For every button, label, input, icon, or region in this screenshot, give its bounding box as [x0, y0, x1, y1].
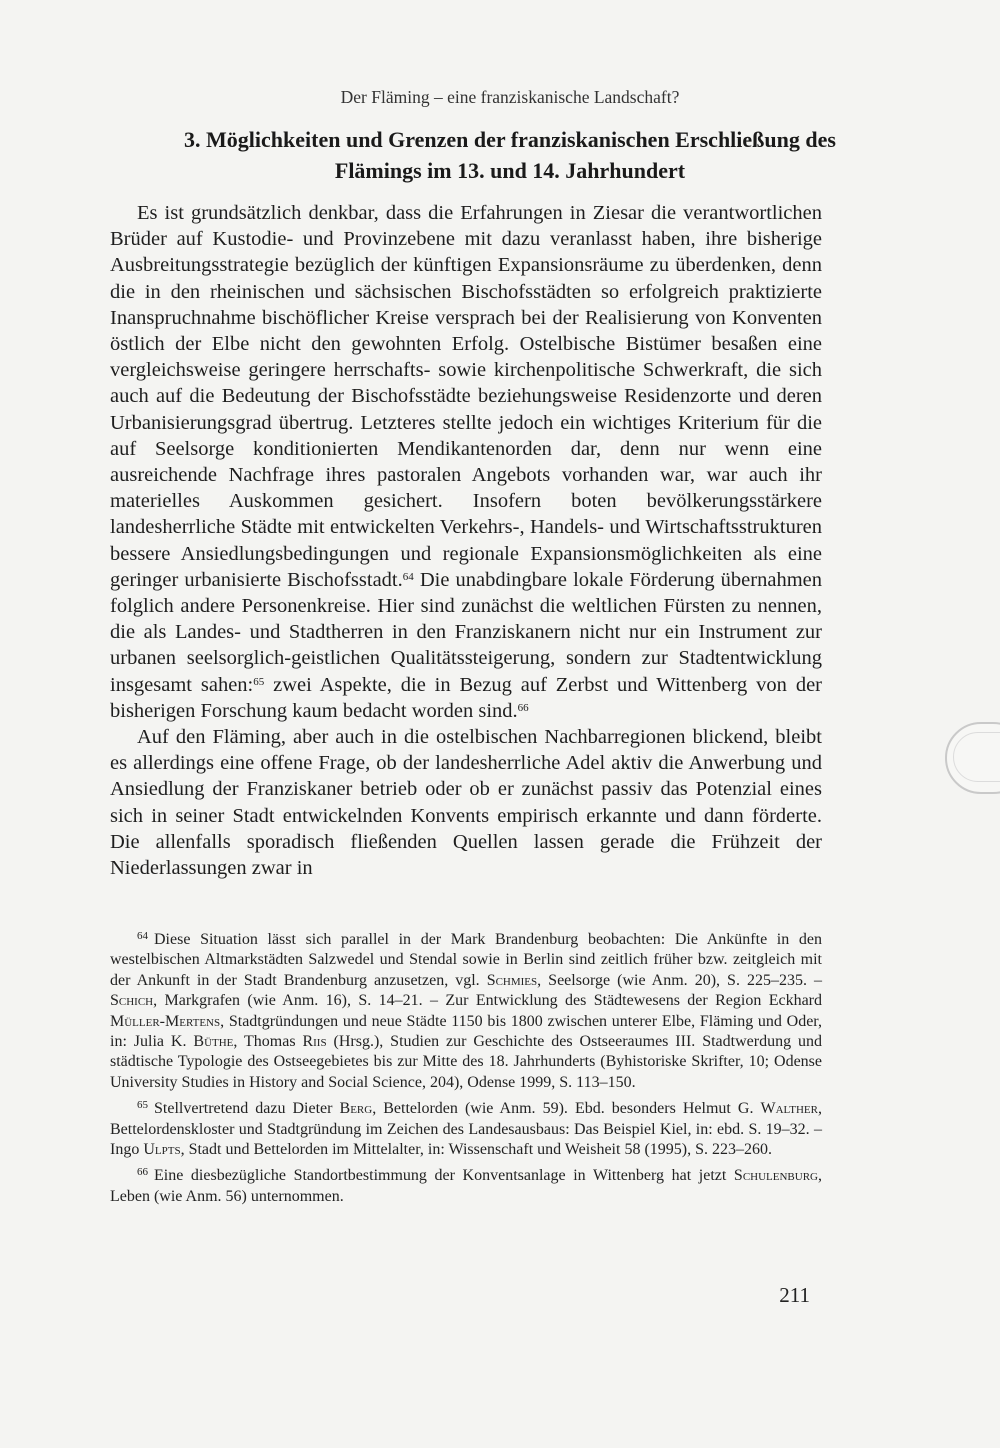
footnote-text: , Leben (wie Anm. 56) unternommen. [110, 1167, 822, 1205]
author-name: Berg [339, 1100, 373, 1118]
paragraph-1-part-c: zwei Aspekte, die in Bezug auf Zerbst und Wittenberg von der bisherigen Forschung kaum bedacht worden sind. [110, 673, 822, 722]
paragraph-1-part-a: Es ist grundsätzlich denkbar, dass die Erfahrungen in Ziesar die verantwortlichen Brüder auf Kustodie- und Provinzebene mit dazu veranlasst haben, ihre bisherige Ausbreitungsstrategie bezüglich der künftigen Expansionsräume zu überdenken, denn die in den rheinischen und sächsischen Bischofsstädten so erfolgreich praktizierte Inanspruchnahme bischöflicher Kreise versprach bei der Realisierung von Konventen östlich der Elbe nicht den gewohnten Erfolg. Ostelbische Bistümer besaßen eine vergleichsweise geringere herrschafts- sowie kirchenpolitische Schwerkraft, die sich auch auf die Bedeutung der Bischofsstädte beziehungsweise Residenzorte und deren Urbanisierungsgrad übertrug. Letzteres stellte jedoch ein wichtiges Kriterium für die auf Seelsorge konditionierten Mendikantenorden dar, denn nur wenn eine ausreichende Nachfrage ihres pastoralen Angebots vorhanden war, war auch ihr materielles Auskommen gesichert. Insofern boten bevölkerungsstärkere landesherrliche Städte mit entwickelten Verkehrs-, Handels- und Wirtschaftsstrukturen bessere Ansiedlungsbedingungen und regionale Expansionsmöglichkeiten als eine geringer urbanisierte Bischofsstadt. [110, 202, 822, 591]
paragraph-2: Auf den Fläming, aber auch in die ostelbischen Nachbarregionen blickend, bleibt es allerdings eine offene Frage, ob der landesherrliche Adel aktiv die Anwerbung und Ansiedlung der Franziskaner betrieb oder ob er zunächst passiv das Potenzial eines sich in seiner Stadt entwickelnden Konvents empirisch erkannte und dann förderte. Die allenfalls sporadisch fließenden Quellen lassen gerade die Frühzeit der Niederlassungen zwar in [110, 726, 822, 880]
footnote-number: 66 [137, 1166, 148, 1179]
body-text [110, 200, 822, 881]
section-heading [110, 124, 910, 186]
section-heading-line-1: 3. Möglichkeiten und Grenzen der franziskanischen Erschließung des [184, 127, 836, 152]
footnote-65 [110, 1099, 822, 1160]
author-name: Ulpts [143, 1141, 181, 1159]
footnote-text: , Bettelorden (wie Anm. 59). Ebd. besonders Helmut G. [372, 1100, 761, 1118]
footnote-text: , Markgrafen (wie Anm. 16), S. 14–21. – Zur Entwicklung des Städtewesens der Region Eckhard [153, 992, 822, 1010]
footnote-66 [110, 1166, 822, 1207]
author-name: Riis [302, 1033, 327, 1051]
page-number: 211 [779, 1283, 810, 1307]
author-name: Schich [110, 992, 154, 1010]
footnote-number: 65 [137, 1099, 148, 1112]
footnote-64 [110, 930, 822, 1093]
author-name: Schulenburg [733, 1167, 818, 1185]
paragraph-1-part-b: Die unabdingbare lokale Förderung übernahmen folglich andere Personenkreise. Hier sind zunächst die weltlichen Fürsten zu nennen, die als Landes- und Stadtherren in den Franziskanern nicht nur ein Instrument zur urbanen seelsorglich-geistlichen Qualitätssteigerung, sondern zur Stadtentwicklung insgesamt sahen: [110, 568, 823, 696]
footnotes [110, 930, 822, 1213]
footnote-text: , Bettelordenskloster und Stadtgründung im Zeichen des Landesausbaus: Das Beispiel Kiel, in: ebd. S. 19–32. – Ingo [110, 1100, 822, 1159]
footnote-text: , Thomas [233, 1033, 303, 1051]
author-name: Schmies [486, 971, 538, 989]
author-name: Walther [760, 1100, 818, 1118]
paper-clip-mark-inner [953, 732, 1000, 782]
footnote-text: (Hrsg.), Studien zur Geschichte des Ostseeraumes III. Stadtwerdung und städtische Typologie des Ostseegebietes bis zur Mitte des 18. Jahrhunderts (Byhistoriske Skrifter, 10; Odense University Studies in History and Social Science, 204), Odense 1999, S. 113–150. [110, 1033, 822, 1091]
footnote-text: , Stadt und Bettelorden im Mittelalter, in: Wissenschaft und Weisheit 58 (1995), S. 223–260. [180, 1141, 772, 1159]
paragraph-1 [110, 200, 822, 724]
footnote-text: Stellvertretend dazu Dieter [154, 1100, 340, 1118]
footnote-ref-66: 66 [517, 701, 529, 714]
footnote-number: 64 [137, 930, 148, 942]
footnote-text: Eine diesbezügliche Standortbestimmung der Konventsanlage in Wittenberg hat jetzt [154, 1167, 734, 1185]
footnote-text: , Seelsorge (wie Anm. 20), S. 225–235. – [537, 971, 822, 989]
footnote-text: , Stadtgründungen und neue Städte 1150 bis 1800 zwischen unterer Elbe, Fläming und Oder, in: Julia K. [110, 1012, 822, 1051]
author-name: Müller-Mertens [110, 1012, 221, 1030]
section-heading-line-2: Flämings im 13. und 14. Jahrhundert [334, 158, 686, 183]
author-name: Büthe [193, 1033, 234, 1051]
running-title: Der Fläming – eine franziskanische Landschaft? [340, 87, 680, 107]
footnote-text: Diese Situation lässt sich parallel in der Mark Brandenburg beobachten: Die Ankünfte in den westelbischen Altmarkstädten Salzwedel und Stendal sowie in Berlin sind zeitlich früher bzw. zeitgleich mit der Ankunft in der Stadt Brandenburg anzusetzen, vgl. [110, 931, 822, 989]
footnote-ref-64: 64 [402, 570, 414, 583]
footnote-ref-65: 65 [253, 675, 265, 688]
